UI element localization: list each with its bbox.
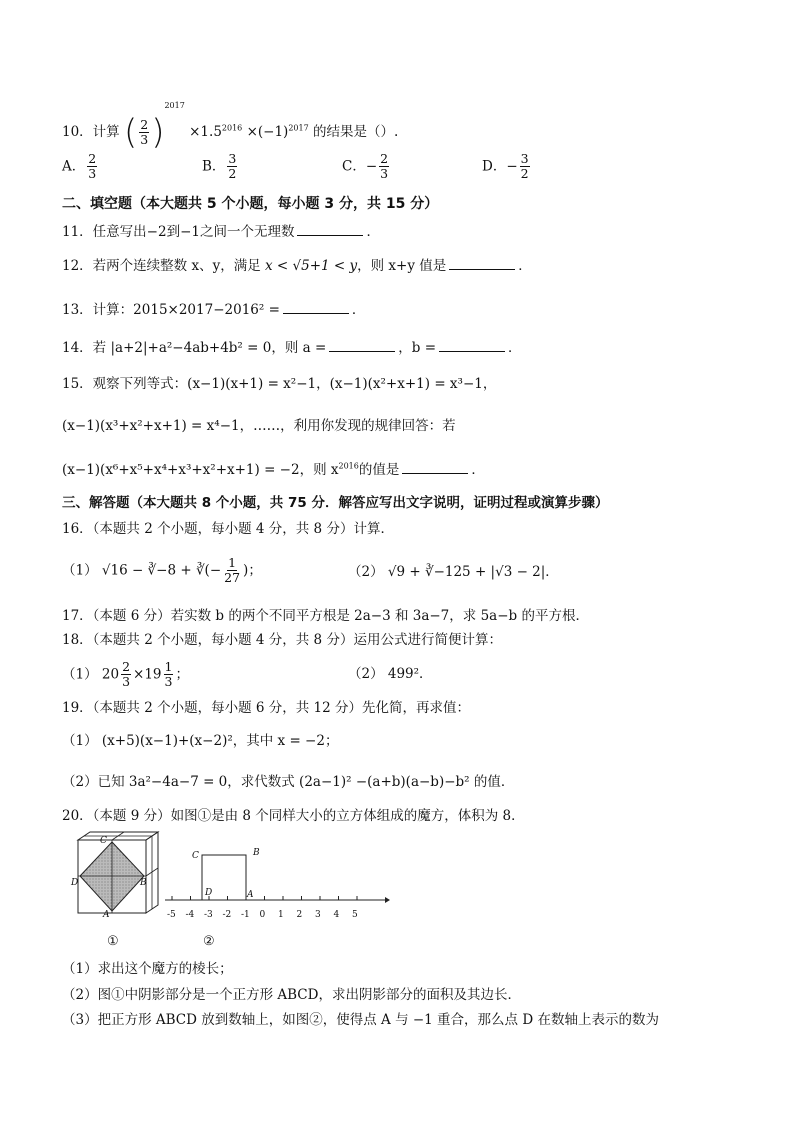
cube-label-c: C	[100, 836, 107, 846]
q14-a-blank	[329, 339, 395, 352]
numberline-tick-label: -4	[185, 910, 195, 920]
q16-fraction: $\frac{1}{27}$	[224, 555, 241, 586]
cube-label-b: B	[140, 878, 147, 888]
q12-question: 12．若两个连续整数 x、y，满足 x < √5+1 < y，则 x+y 值是 ．	[62, 258, 532, 274]
q10-exp1: 2017	[164, 101, 185, 110]
q20-part1: （1）求出这个魔方的棱长；	[62, 961, 233, 977]
cube-label-a: A	[103, 910, 110, 920]
section2-title: 二、填空题（本大题共 5 个小题，每小题 3 分，共 15 分）	[62, 196, 439, 212]
q13-question: 13．计算：2015×2017−2016² = ．	[62, 302, 366, 318]
q15-line1: 15．观察下列等式：(x−1)(x+1) = x²−1，(x−1)(x²+x+1) = x³−1，	[62, 376, 497, 392]
q12-answer-blank	[449, 257, 515, 270]
numberline-tick-label: 4	[333, 910, 340, 920]
q10-exp3: 2017	[288, 123, 309, 133]
q15-answer-blank	[402, 461, 468, 474]
q19-part1: （1） (x+5)(x−1)+(x−2)²，其中 x = −2；	[62, 733, 339, 749]
q20-part3: （3）把正方形 ABCD 放到数轴上，如图②，使得点 A 与 −1 重合，那么点 D 在数轴上表示的数为	[62, 1012, 659, 1028]
right-paren: )	[151, 112, 165, 153]
numline-label-c: C	[192, 851, 199, 861]
q10-tail: 的结果是（）.	[312, 124, 399, 140]
q20-head: 20．（本题 9 分）如图①是由 8 个同样大小的立方体组成的魔方，体积为 8．	[62, 808, 525, 824]
q10-number: 10．计算	[62, 124, 120, 140]
q10-base-fraction: $\frac{2}{3}$	[140, 116, 149, 147]
numberline-ticks	[172, 896, 357, 900]
q12-expr: x < √5+1 < y	[265, 258, 358, 274]
q10-exp2: 2016	[221, 123, 243, 133]
numberline-tick-label: 3	[315, 910, 321, 920]
q11-answer-blank	[297, 223, 363, 236]
numberline-tick-label: 0	[259, 910, 266, 920]
q20-part2: （2）图①中阴影部分是一个正方形 ABCD，求出阴影部分的面积及其边长．	[62, 987, 521, 1003]
q16-part2: （2） √9 + ∛−125 + |√3 − 2|．	[348, 564, 559, 580]
numberline-tick-label: 5	[352, 910, 358, 920]
q17-question: 17．（本题 6 分）若实数 b 的两个不同平方根是 2a−3 和 3a−7，求 5a−b 的平方根．	[62, 608, 589, 624]
numline-label-b: B	[253, 848, 260, 858]
cube-label-d: D	[71, 878, 79, 888]
q16-head: 16．（本题共 2 个小题，每小题 4 分，共 8 分）计算．	[62, 521, 394, 537]
numberline-tick-label: 1	[278, 910, 284, 920]
numberline-tick-label: -1	[241, 910, 250, 920]
q19-head: 19．（本题共 2 个小题，每小题 6 分，共 12 分）先化简，再求值：	[62, 700, 471, 716]
left-paren: (	[123, 112, 138, 153]
q11-question: 11．任意写出−2到−1之间一个无理数 ．	[62, 224, 380, 240]
figure2-label: ②	[203, 934, 215, 949]
numberline-tick-label: -2	[222, 910, 232, 920]
q13-answer-blank	[283, 301, 349, 314]
q18-part2: （2） 499²．	[348, 666, 433, 682]
numberline-tick-label: 2	[296, 910, 303, 920]
q15-line3: (x−1)(x⁶+x⁵+x⁴+x³+x²+x+1) = −2，则 $x^{2016}$的值是 ．	[62, 461, 485, 478]
numline-label-a: A	[247, 890, 254, 900]
q18-head: 18．（本题共 2 个小题，每小题 4 分，共 8 分）运用公式进行简便计算：	[62, 632, 502, 648]
q14-question: 14．若 |a+2|+a²−4ab+4b² = 0，则 a = ，b = ．	[62, 340, 522, 356]
q10-option-c: C．− $\frac{2}{3}$	[342, 151, 389, 182]
numberline-tick-label: -3	[204, 910, 213, 920]
q14-b-blank	[439, 339, 505, 352]
q10-option-a: A． $\frac{2}{3}$	[62, 151, 97, 182]
q10-question	[62, 101, 399, 153]
q10-mid2: ×(−1)	[246, 124, 289, 140]
numberline-tick-label: -5	[167, 910, 176, 920]
figure1-label: ①	[107, 934, 119, 949]
q20-figure1-cube	[68, 830, 168, 930]
q10-mid: ×1.5	[189, 124, 222, 140]
q10-option-d: D．− $\frac{3}{2}$	[482, 151, 529, 182]
section3-title: 三、解答题（本大题共 8 个小题，共 75 分．解答应写出文字说明，证明过程或演算步骤）	[62, 495, 609, 511]
q10-option-b: B． $\frac{3}{2}$	[202, 151, 237, 182]
numline-label-d: D	[205, 888, 213, 898]
q19-part2: （2）已知 3a²−4a−7 = 0，求代数式 (2a−1)² −(a+b)(a−b)−b² 的值．	[62, 774, 515, 790]
q18-part1: （1） 20 $\frac{2}{3}$ ×19 $\frac{1}{3}$ ；	[62, 659, 189, 690]
q15-line2: (x−1)(x³+x²+x+1) = x⁴−1，……，利用你发现的规律回答：若	[62, 418, 456, 434]
q16-part1: （1） √16 − ∛−8 + ∛(− $\frac{1}{27}$ )；	[62, 555, 262, 586]
